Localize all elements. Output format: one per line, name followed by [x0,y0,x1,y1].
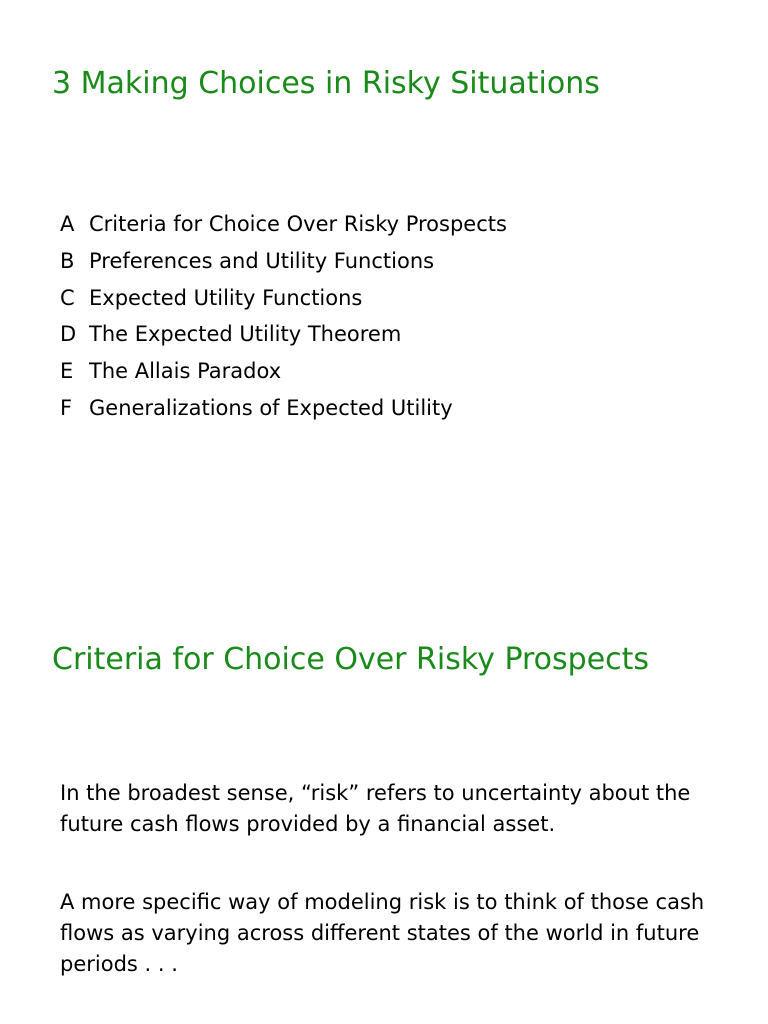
body-paragraph: In the broadest sense, “risk” refers to uncertainty about the future cash flows provided by a financial asset. [60,781,691,836]
outline-item [60,245,507,282]
outline-letter: E [60,359,74,384]
body-paragraph: A more specific way of modeling risk is to think of those cash flows as varying across different states of the world in future periods . . . [60,890,705,976]
outline-letter: A [60,212,75,236]
outline-item [60,392,507,429]
outline-item [60,208,507,245]
outline-text: The Allais Paradox [89,359,282,384]
outline-text: Generalizations of Expected Utility [89,395,453,420]
outline-text: Expected Utility Functions [89,285,363,310]
outline-item [60,318,507,355]
outline-letter: B [60,248,75,273]
outline-text: Preferences and Utility Functions [89,248,435,273]
outline-letter: C [60,285,75,310]
outline-letter: F [60,395,73,420]
outline-list [60,208,507,429]
outline-item [60,282,507,319]
outline-item [60,355,507,392]
section-title: 3 Making Choices in Risky Situations [52,66,600,101]
outline-letter: D [60,322,77,347]
outline-text: The Expected Utility Theorem [89,322,402,347]
outline-text: Criteria for Choice Over Risky Prospects [89,212,507,236]
slide-title: Criteria for Choice Over Risky Prospects [52,642,650,677]
